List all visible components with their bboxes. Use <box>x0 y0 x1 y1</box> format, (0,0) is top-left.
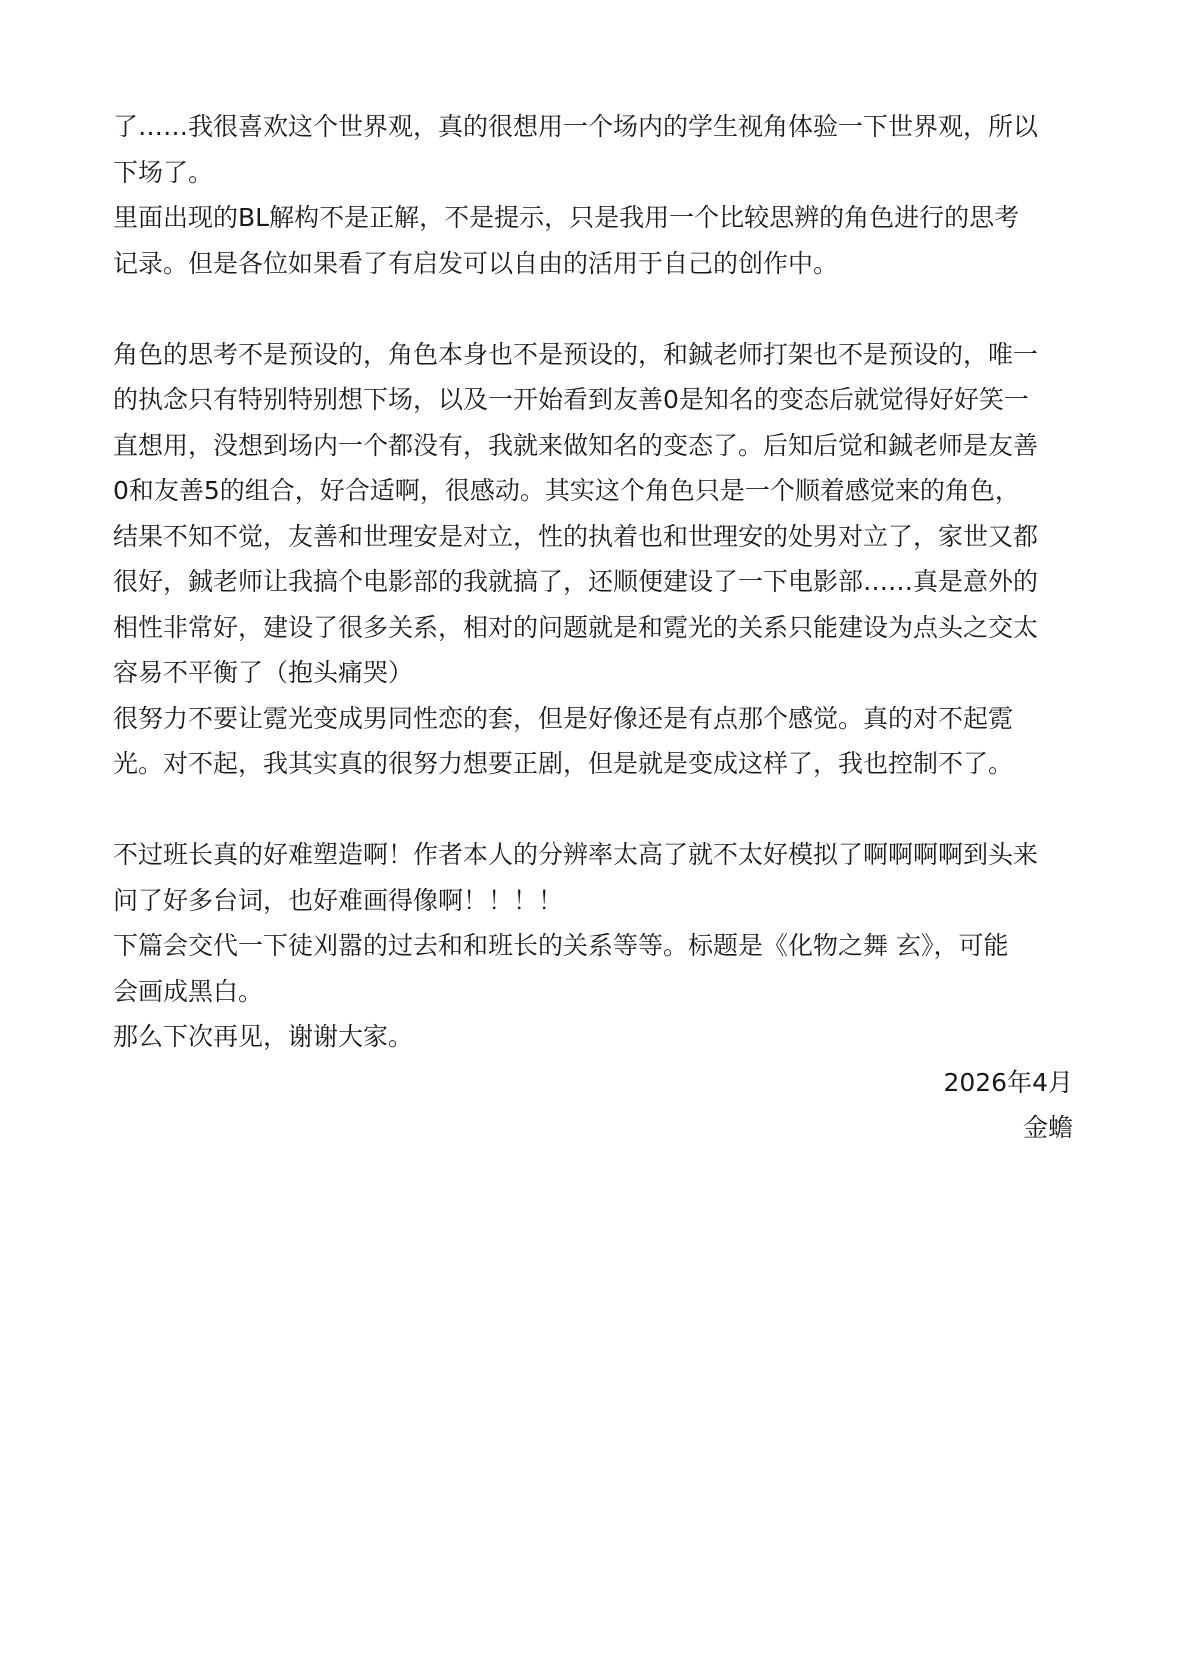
text-line: 光。对不起，我其实真的很努力想要正剧，但是就是变成这样了，我也控制不了。 <box>113 749 1014 778</box>
afterword-text <box>113 104 1073 1151</box>
text-line: 不过班长真的好难塑造啊！作者本人的分辨率太高了就不太好模拟了啊啊啊啊到头来 <box>113 840 1039 869</box>
paragraph-gap <box>113 787 1073 833</box>
text-line: 的执念只有特别特别想下场，以及一开始看到友善0是知名的变态后就觉得好好笑一 <box>113 385 1029 414</box>
text-line: 下场了。 <box>113 157 214 187</box>
paragraph-gap <box>113 286 1073 332</box>
text-line: 下篇会交代一下徒刈嚣的过去和和班长的关系等等。标题是《化物之舞 玄》，可能 <box>113 931 1009 960</box>
text-line: 很努力不要让霓光变成男同性恋的套，但是好像还是有点那个感觉。真的对不起霓 <box>113 703 1014 733</box>
date-line: 2026年4月 <box>943 1067 1073 1097</box>
text-line: 很好，鋮老师让我搞个电影部的我就搞了，还顺便建设了一下电影部……真是意外的 <box>113 567 1039 596</box>
text-line: 0和友善5的组合，好合适啊，很感动。其实这个角色只是一个顺着感觉来的角色， <box>113 476 1020 505</box>
text-line: 直想用，没想到场内一个都没有，我就来做知名的变态了。后知后觉和鋮老师是友善 <box>113 430 1039 460</box>
text-line: 角色的思考不是预设的，角色本身也不是预设的，和鋮老师打架也不是预设的，唯一 <box>113 339 1039 369</box>
text-line: 结果不知不觉，友善和世理安是对立，性的执着也和世理安的处男对立了，家世又都 <box>113 521 1039 551</box>
text-line: 问了好多台词，也好难画得像啊！！！！ <box>113 885 564 915</box>
text-line: 那么下次再见，谢谢大家。 <box>113 1022 414 1051</box>
text-line: 相性非常好，建设了很多关系，相对的问题就是和霓光的关系只能建设为点头之交太 <box>113 612 1039 642</box>
text-line: 里面出现的BL解构不是正解，不是提示，只是我用一个比较思辨的角色进行的思考 <box>113 203 1020 232</box>
text-line: 会画成黑白。 <box>113 976 264 1006</box>
text-line: 了……我很喜欢这个世界观，真的很想用一个场内的学生视角体验一下世界观，所以 <box>113 112 1039 141</box>
text-line: 容易不平衡了（抱头痛哭） <box>113 658 414 687</box>
text-line: 记录。但是各位如果看了有启发可以自由的活用于自己的创作中。 <box>113 248 839 278</box>
author-signature: 金蟾 <box>1022 1113 1073 1142</box>
